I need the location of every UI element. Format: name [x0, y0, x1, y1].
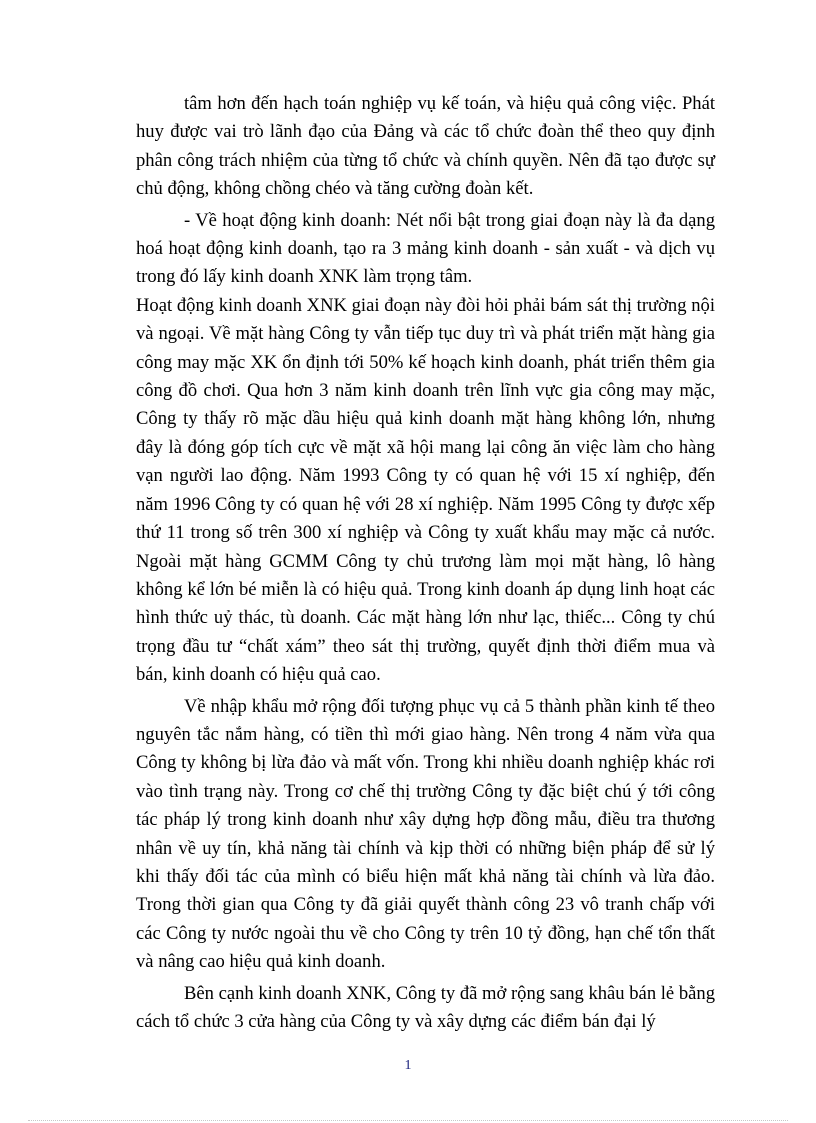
- paragraph-import-export: Hoạt động kinh doanh XNK giai đoạn này đòi hỏi phải bám sát thị trường nội và ngoại. Về mặt hàng Công ty vẫn tiếp tục duy trì và phát triển mặt hàng gia công may mặc XK ổn định tới 50% kế hoạch kinh doanh, phát triển thêm gia công đồ chơi. Qua hơn 3 năm kinh doanh trên lĩnh vực gia công may mặc, Công ty thấy rõ mặc dầu hiệu quả kinh doanh mặt hàng không lớn, nhưng đây là đóng góp tích cực về mặt xã hội mang lại công ăn việc làm cho hàng vạn người lao động. Năm 1993 Công ty có quan hệ với 15 xí nghiệp, đến năm 1996 Công ty có quan hệ với 28 xí nghiệp. Năm 1995 Công ty được xếp thứ 11 trong số trên 300 xí nghiệp và Công ty xuất khẩu may mặc cả nước. Ngoài mặt hàng GCMM Công ty chủ trương làm mọi mặt hàng, lô hàng không kể lớn bé miễn là có hiệu quả. Trong kinh doanh áp dụng linh hoạt các hình thức uỷ thác, tù doanh. Các mặt hàng lớn như lạc, thiếc... Công ty chú trọng đầu tư “chất xám” theo sát thị trường, quyết định thời điểm mua và bán, kinh doanh có hiệu quả cao.: [136, 294, 715, 686]
- paragraph-accounting: tâm hơn đến hạch toán nghiệp vụ kế toán, và hiệu quả công việc. Phát huy được vai trò lãnh đạo của Đảng và các tổ chức đoàn thể theo quy định phân công trách nhiệm của từng tổ chức và chính quyền. Nên đã tạo được sự chủ động, không chồng chéo và tăng cường đoàn kết.: [136, 93, 715, 200]
- page-bottom-divider: [28, 1120, 788, 1121]
- paragraph-imports: Về nhập khẩu mở rộng đối tượng phục vụ cả 5 thành phần kinh tế theo nguyên tắc nắm hàng, có tiền thì mới giao hàng. Nên trong 4 năm vừa qua Công ty không bị lừa đảo và mất vốn. Trong khi nhiều doanh nghiệp khác rơi vào tình trạng này. Trong cơ chế thị trường Công ty đặc biệt chú ý tới công tác pháp lý trong kinh doanh như xây dựng hợp đồng mẫu, điều tra thương nhân về uy tín, khả năng tài chính và kịp thời có những biện pháp để sử lý khi thấy đối tác của mình có biểu hiện mất khả năng tài chính và lừa đảo. Trong thời gian qua Công ty đã giải quyết thành công 23 vô tranh chấp với các Công ty nước ngoài thu về cho Công ty trên 10 tỷ đồng, hạn chế tổn thất và nâng cao hiệu quả kinh doanh.: [136, 695, 715, 973]
- page-number: 1: [404, 1058, 412, 1073]
- paragraph-business-activities: - Về hoạt động kinh doanh: Nét nổi bật trong giai đoạn này là đa dạng hoá hoạt động kinh doanh, tạo ra 3 mảng kinh doanh - sản xuất - và dịch vụ trong đó lấy kinh doanh XNK làm trọng tâm.: [136, 209, 715, 288]
- paragraph-retail: Bên cạnh kinh doanh XNK, Công ty đã mở rộng sang khâu bán lẻ bằng cách tổ chức 3 cửa hàng của Công ty và xây dựng các điểm bán đại lý: [136, 982, 715, 1032]
- document-body: [136, 90, 715, 1036]
